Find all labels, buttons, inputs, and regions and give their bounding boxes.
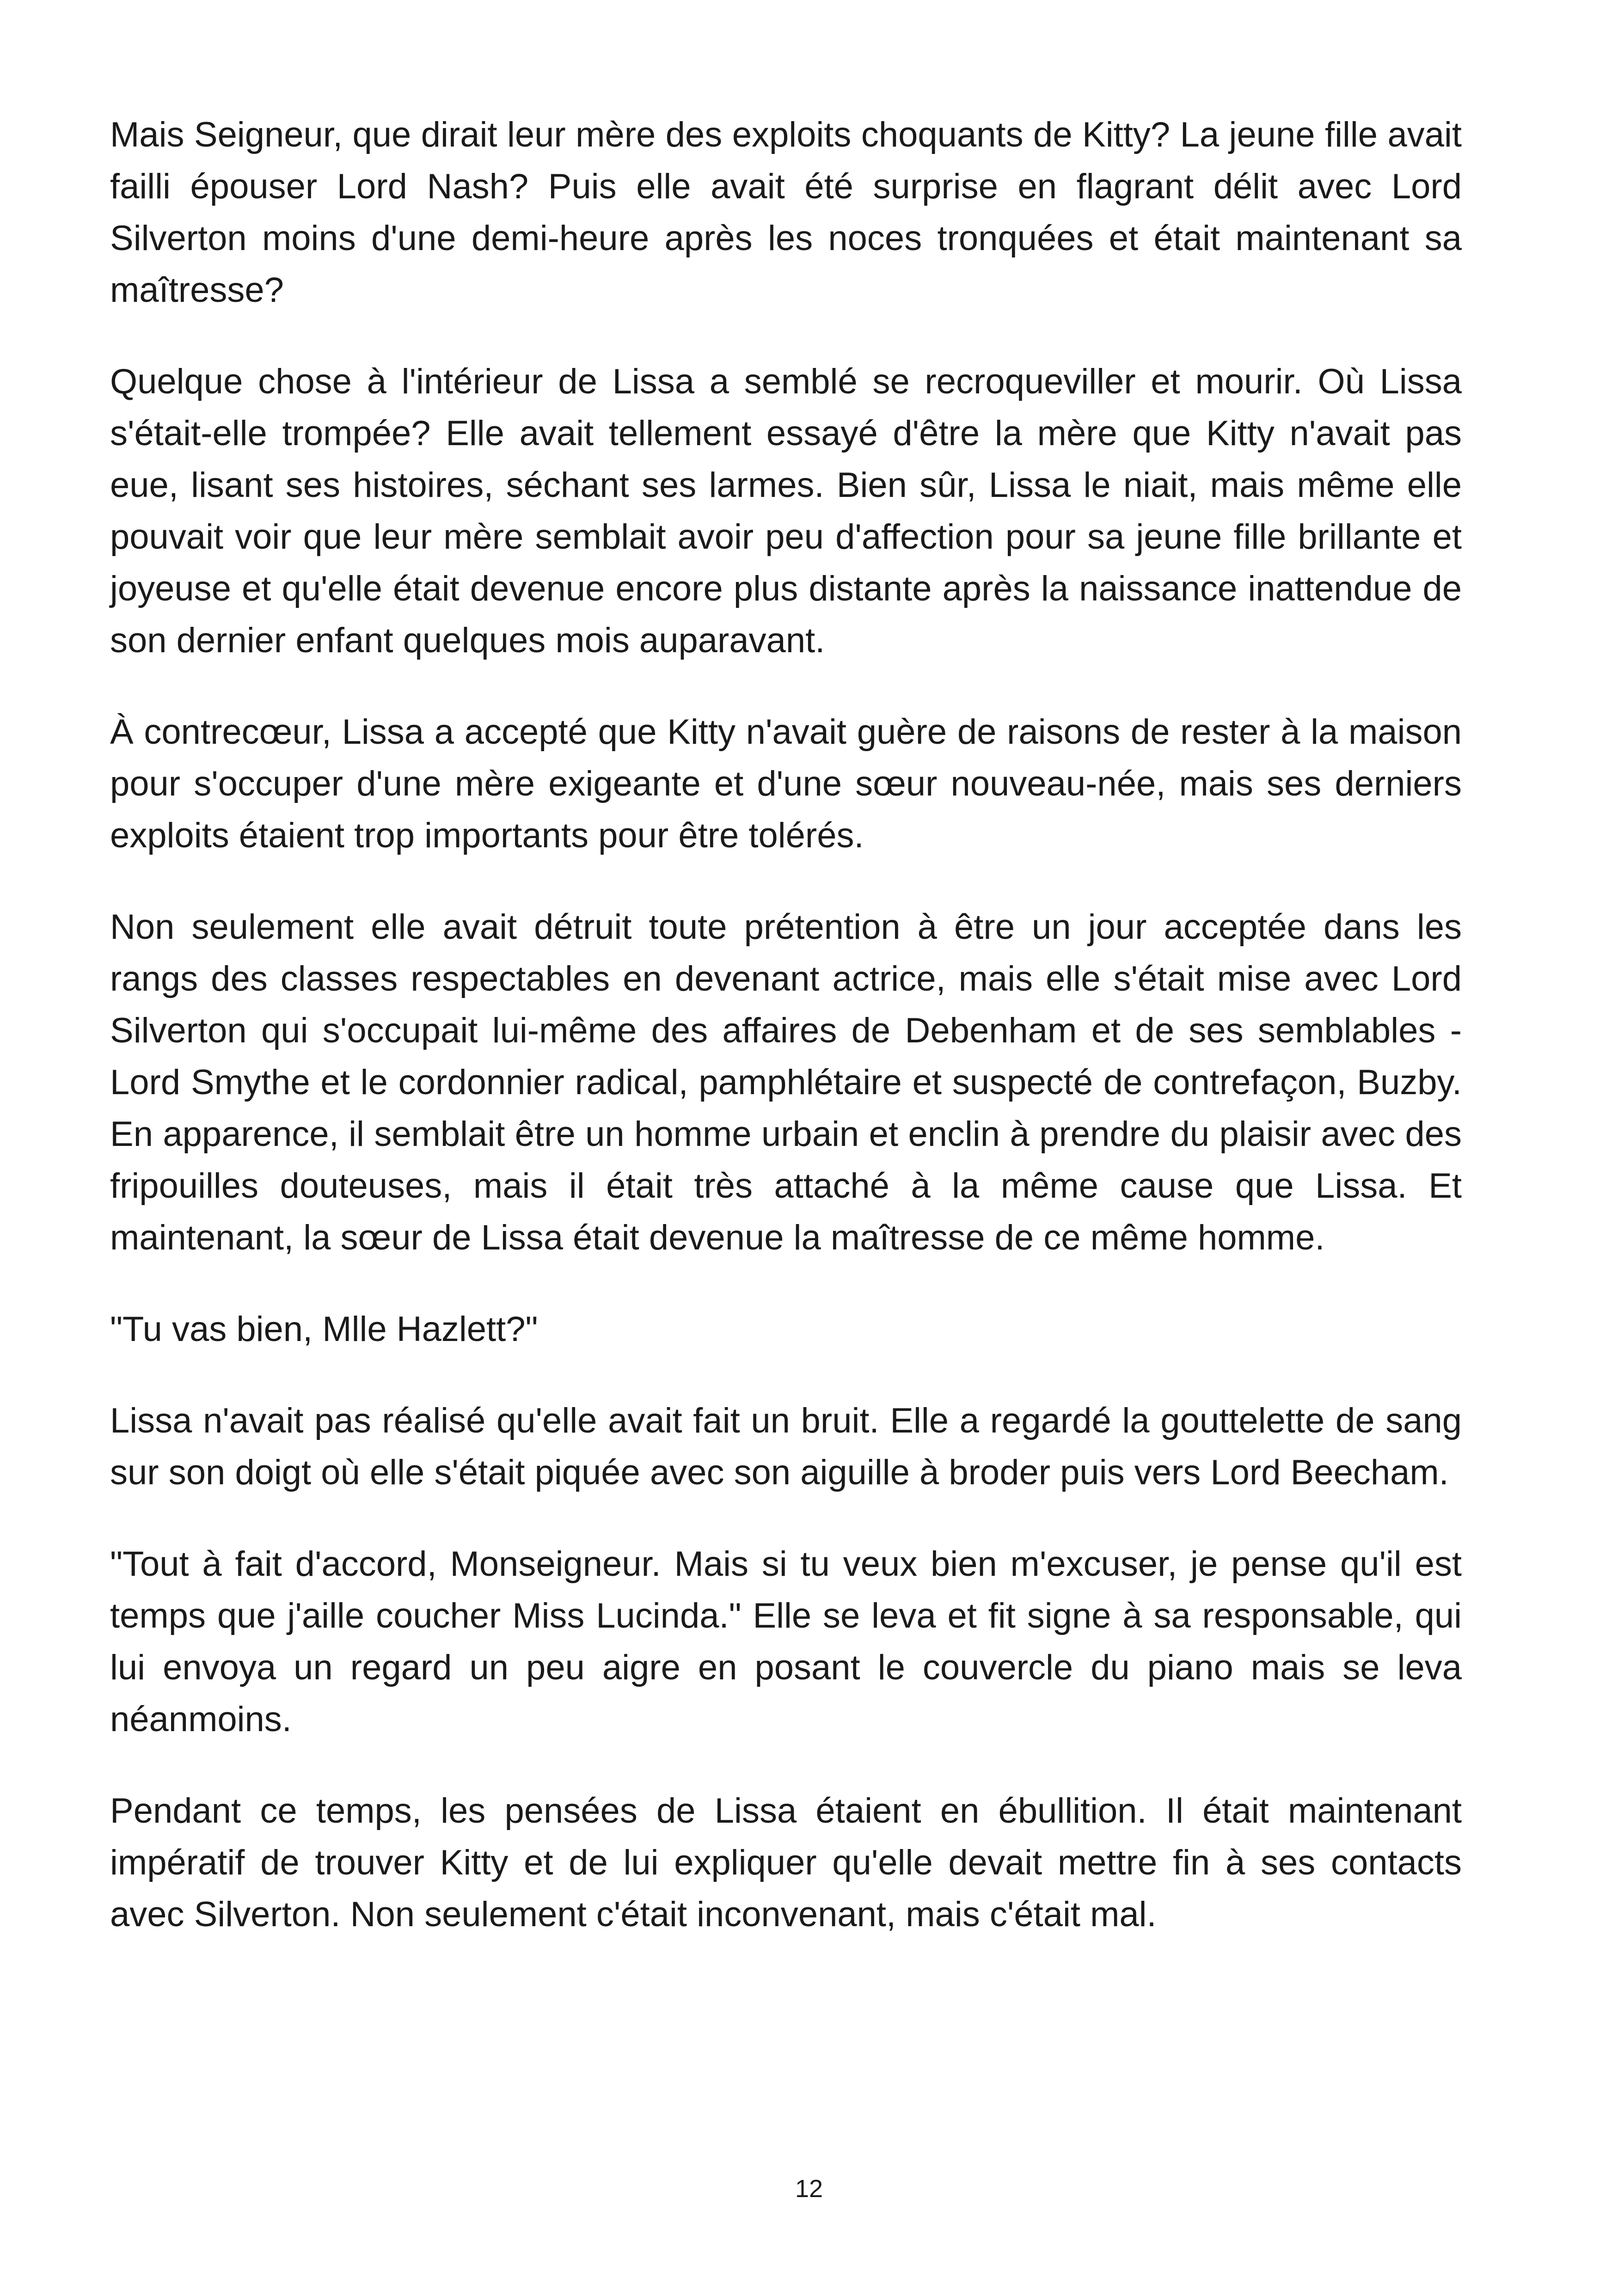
paragraph-7: "Tout à fait d'accord, Monseigneur. Mais si tu veux bien m'excuser, je pense qu'il est temps que j'aille coucher Miss Lucinda." Elle se leva et fit signe à sa responsable, qui lui envoya un regard un peu aigre en posant le couvercle du piano mais se leva néanmoins.: [110, 1544, 1462, 1739]
paragraph-8: Pendant ce temps, les pensées de Lissa étaient en ébullition. Il était maintenant impératif de trouver Kitty et de lui expliquer qu'elle devait mettre fin à ses contacts avec Silverton. Non seulement c'était inconvenant, mais c'était mal.: [110, 1791, 1462, 1934]
paragraph-6: Lissa n'avait pas réalisé qu'elle avait fait un bruit. Elle a regardé la gouttelette de sang sur son doigt où elle s'était piquée avec son aiguille à broder puis vers Lord Beecham.: [110, 1401, 1462, 1492]
paragraph-1: Mais Seigneur, que dirait leur mère des exploits choquants de Kitty? La jeune fille avait failli épouser Lord Nash? Puis elle avait été surprise en flagrant délit avec Lord Silverton moins d'une demi-heure après les noces tronquées et était maintenant sa maîtresse?: [110, 115, 1462, 310]
paragraph-2: Quelque chose à l'intérieur de Lissa a semblé se recroqueviller et mourir. Où Lissa s'était-elle trompée? Elle avait tellement essayé d'être la mère que Kitty n'avait pas eue, lisant ses histoires, séchant ses larmes. Bien sûr, Lissa le niait, mais même elle pouvait voir que leur mère semblait avoir peu d'affection pour sa jeune fille brillante et joyeuse et qu'elle était devenue encore plus distante après la naissance inattendue de son dernier enfant quelques mois auparavant.: [110, 362, 1462, 660]
page-number: 12: [795, 2175, 823, 2203]
paragraph-5: "Tu vas bien, Mlle Hazlett?": [110, 1310, 538, 1349]
paragraph-4: Non seulement elle avait détruit toute prétention à être un jour acceptée dans les rangs des classes respectables en devenant actrice, mais elle s'était mise avec Lord Silverton qui s'occupait lui-même des affaires de Debenham et de ses semblables - Lord Smythe et le cordonnier radical, pamphlétaire et suspecté de contrefaçon, Buzby. En apparence, il semblait être un homme urbain et enclin à prendre du plaisir avec des fripouilles douteuses, mais il était très attaché à la même cause que Lissa. Et maintenant, la sœur de Lissa était devenue la maîtresse de ce même homme.: [110, 907, 1462, 1257]
body-text: [110, 109, 1462, 1941]
paragraph-3: À contrecœur, Lissa a accepté que Kitty n'avait guère de raisons de rester à la maison pour s'occuper d'une mère exigeante et d'une sœur nouveau-née, mais ses derniers exploits étaient trop importants pour être tolérés.: [110, 712, 1462, 855]
